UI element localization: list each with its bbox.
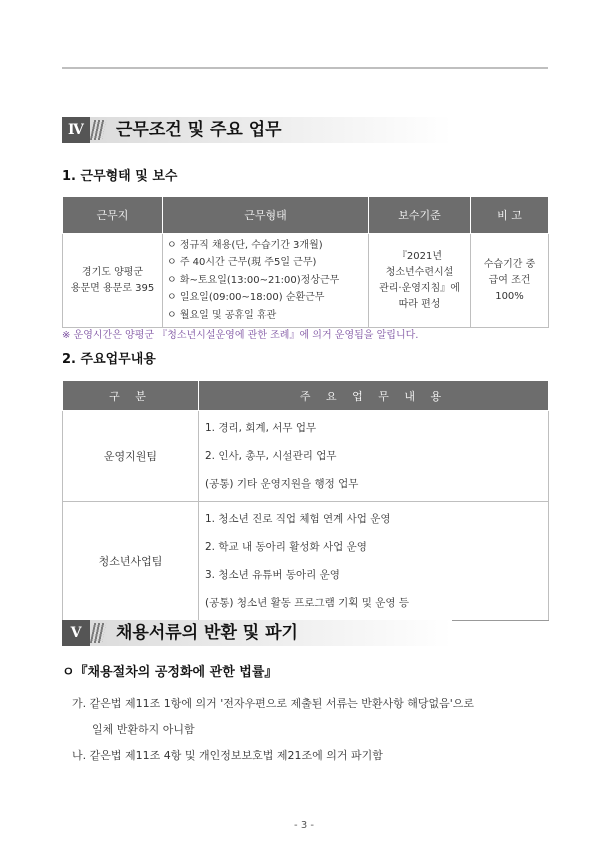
stripe-decoration-icon bbox=[90, 623, 106, 643]
top-divider bbox=[62, 67, 548, 69]
duty-item: 1. 청소년 진로 직업 체험 연계 사업 운영 bbox=[205, 513, 391, 525]
section-5-title: 채용서류의 반환 및 파기 bbox=[116, 623, 298, 643]
duty-item: (공통) 기타 운영지원을 행정 업무 bbox=[205, 478, 359, 490]
work-type-item: ㅇ 정규직 채용(단, 수습기간 3개월) bbox=[167, 239, 323, 251]
stripe-decoration-icon bbox=[90, 120, 106, 140]
item-ga-line-1: 가. 같은법 제11조 1항에 의거 '전자우편으로 제출된 서류는 반환사항 해당없음'으로 bbox=[72, 697, 475, 710]
table-header-row bbox=[63, 197, 549, 234]
duty-item: 1. 경리, 회계, 서무 업무 bbox=[205, 422, 317, 434]
pay-basis-line: 『2021년 bbox=[396, 250, 443, 262]
subsection-1-title: 1. 근무형태 및 보수 bbox=[62, 169, 178, 184]
pay-basis-line: 청소년수련시설 bbox=[385, 266, 454, 278]
header-duties: 주 요 업 무 내 용 bbox=[199, 381, 549, 411]
section-5-header bbox=[62, 620, 452, 646]
remarks-line: 100% bbox=[495, 290, 524, 302]
duty-item: 2. 학교 내 동아리 활성화 사업 운영 bbox=[205, 541, 367, 553]
workplace-cell bbox=[63, 234, 163, 328]
law-reference: ㅇ『채용절차의 공정화에 관한 법률』 bbox=[62, 665, 278, 680]
work-conditions-table bbox=[62, 196, 549, 328]
table-row bbox=[63, 502, 549, 621]
header-remarks: 비 고 bbox=[471, 197, 549, 234]
workplace-line: 용문면 용문로 395 bbox=[70, 282, 155, 294]
pay-basis-cell bbox=[369, 234, 471, 328]
page-number: - 3 - bbox=[294, 820, 314, 831]
table-header-row bbox=[63, 381, 549, 411]
header-workplace: 근무지 bbox=[63, 197, 163, 234]
table-row bbox=[63, 411, 549, 502]
item-ga-line-2: 일체 반환하지 아니함 bbox=[92, 723, 195, 736]
duties-cell bbox=[199, 502, 549, 621]
section-4-numeral: Ⅳ bbox=[62, 117, 90, 143]
duty-item: 2. 인사, 총무, 시설관리 업무 bbox=[205, 450, 337, 462]
work-type-item: ㅇ 일요일(09:00~18:00) 순환근무 bbox=[167, 292, 325, 304]
duties-cell bbox=[199, 411, 549, 502]
remarks-cell bbox=[471, 234, 549, 328]
section-4-title: 근무조건 및 주요 업무 bbox=[116, 120, 282, 140]
work-type-item: ㅇ 화~토요일(13:00~21:00)정상근무 bbox=[167, 274, 340, 286]
work-type-cell bbox=[163, 234, 369, 328]
section-4-header bbox=[62, 117, 452, 143]
duty-item: 3. 청소년 유튜버 동아리 운영 bbox=[205, 569, 340, 581]
workplace-line: 경기도 양평군 bbox=[81, 266, 144, 278]
header-pay-basis: 보수기준 bbox=[369, 197, 471, 234]
remarks-line: 급여 조건 bbox=[488, 274, 531, 286]
work-type-item: ㅇ 월요일 및 공휴일 휴관 bbox=[167, 309, 277, 321]
remarks-line: 수습기간 중 bbox=[483, 258, 536, 270]
section-5-numeral: Ⅴ bbox=[62, 620, 90, 646]
header-category: 구 분 bbox=[63, 381, 199, 411]
pay-basis-line: 관리·운영지침』에 bbox=[379, 282, 460, 294]
pay-basis-line: 따라 편성 bbox=[398, 298, 441, 310]
subsection-2-title: 2. 주요업무내용 bbox=[62, 352, 156, 367]
table-row bbox=[63, 234, 549, 328]
category-cell: 청소년사업팀 bbox=[63, 502, 199, 621]
operating-hours-note: ※ 운영시간은 양평군 『청소년시설운영에 관한 조례』에 의거 운영됨을 알립니다. bbox=[62, 330, 419, 341]
duty-item: (공통) 청소년 활동 프로그램 기획 및 운영 등 bbox=[205, 597, 409, 609]
main-duties-table bbox=[62, 380, 549, 621]
item-na: 나. 같은법 제11조 4항 및 개인정보보호법 제21조에 의거 파기함 bbox=[72, 749, 383, 762]
category-cell: 운영지원팀 bbox=[63, 411, 199, 502]
work-type-item: ㅇ 주 40시간 근무(現 주5일 근무) bbox=[167, 257, 317, 269]
header-work-type: 근무형태 bbox=[163, 197, 369, 234]
